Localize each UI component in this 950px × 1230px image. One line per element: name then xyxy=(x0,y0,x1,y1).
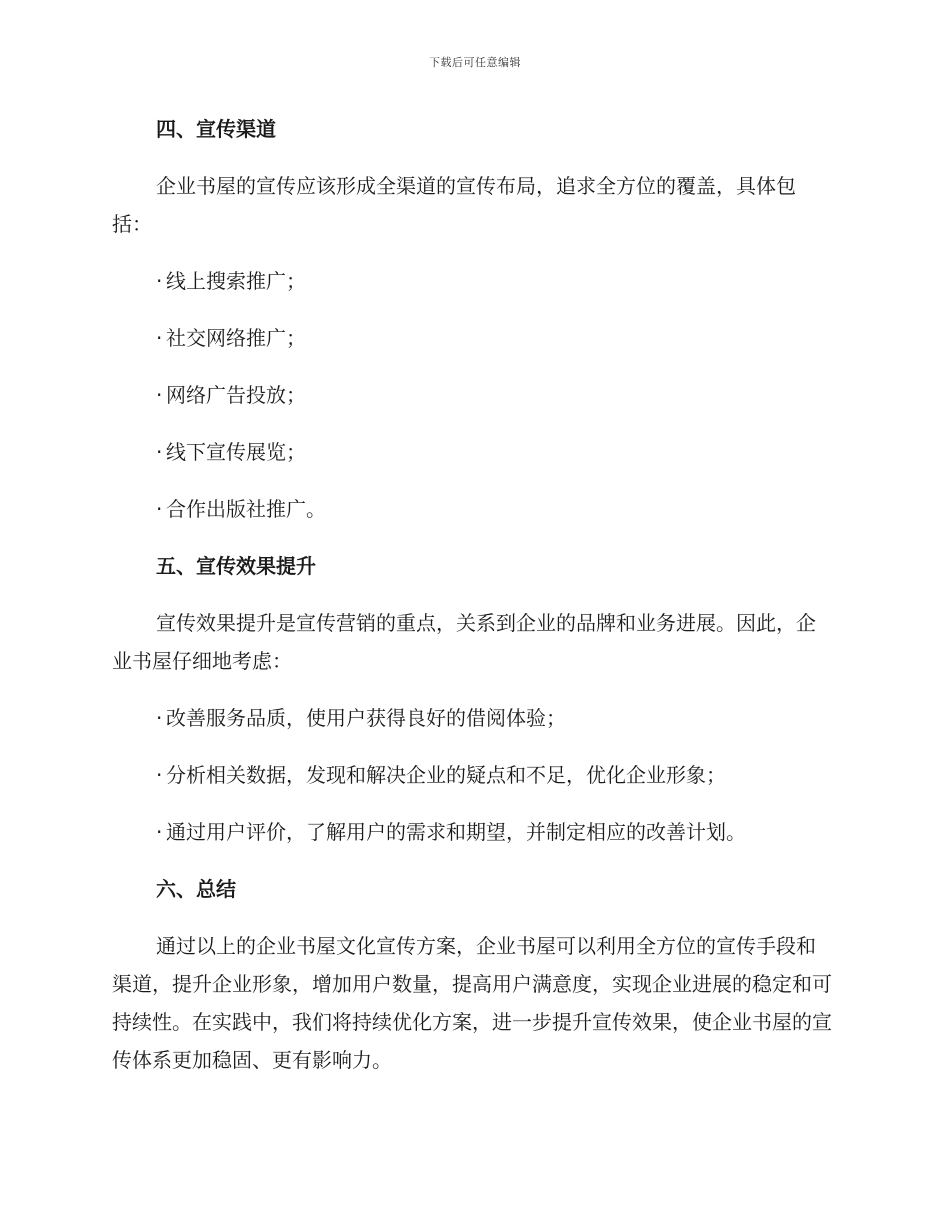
bullet-dot: · xyxy=(156,383,163,407)
document-body xyxy=(112,110,832,1098)
section-heading: 四、宣传渠道 xyxy=(156,117,276,141)
section-heading: 六、总结 xyxy=(156,877,236,901)
section-paragraph: 企业书屋的宣传应该形成全渠道的宣传布局，追求全方位的覆盖，具体包括： xyxy=(112,174,796,236)
bullet-text: 线下宣传展览； xyxy=(166,440,306,464)
bullet-item xyxy=(112,813,832,851)
bullet-dot: · xyxy=(156,706,163,730)
bullet-item xyxy=(112,376,832,414)
bullet-text: 合作出版社推广。 xyxy=(166,497,326,521)
bullet-text: 社交网络推广； xyxy=(166,326,306,350)
bullet-text: 通过用户评价，了解用户的需求和期望，并制定相应的改善计划。 xyxy=(166,820,746,844)
page-header: 下载后可任意编辑 xyxy=(429,56,521,69)
section-paragraph: 通过以上的企业书屋文化宣传方案，企业书屋可以利用全方位的宣传手段和渠道，提升企业形象，增加用户数量，提高用户满意度，实现企业进展的稳定和可持续性。在实践中，我们将持续优化方案，进一步提升宣传效果，使企业书屋的宣传体系更加稳固、更有影响力。 xyxy=(112,934,832,1072)
bullet-item xyxy=(112,262,832,300)
bullet-item xyxy=(112,699,832,737)
bullet-text: 分析相关数据，发现和解决企业的疑点和不足，优化企业形象； xyxy=(166,763,726,787)
bullet-dot: · xyxy=(156,820,163,844)
bullet-dot: · xyxy=(156,269,163,293)
bullet-text: 网络广告投放； xyxy=(166,383,306,407)
bullet-text: 线上搜索推广； xyxy=(166,269,306,293)
bullet-dot: · xyxy=(156,440,163,464)
bullet-item xyxy=(112,756,832,794)
bullet-item xyxy=(112,490,832,528)
bullet-text: 改善服务品质，使用户获得良好的借阅体验； xyxy=(166,706,566,730)
section-heading: 五、宣传效果提升 xyxy=(156,554,316,578)
bullet-dot: · xyxy=(156,326,163,350)
bullet-dot: · xyxy=(156,763,163,787)
section-paragraph: 宣传效果提升是宣传营销的重点，关系到企业的品牌和业务进展。因此，企业书屋仔细地考虑： xyxy=(112,611,816,673)
bullet-item xyxy=(112,433,832,471)
bullet-item xyxy=(112,319,832,357)
bullet-dot: · xyxy=(156,497,163,521)
